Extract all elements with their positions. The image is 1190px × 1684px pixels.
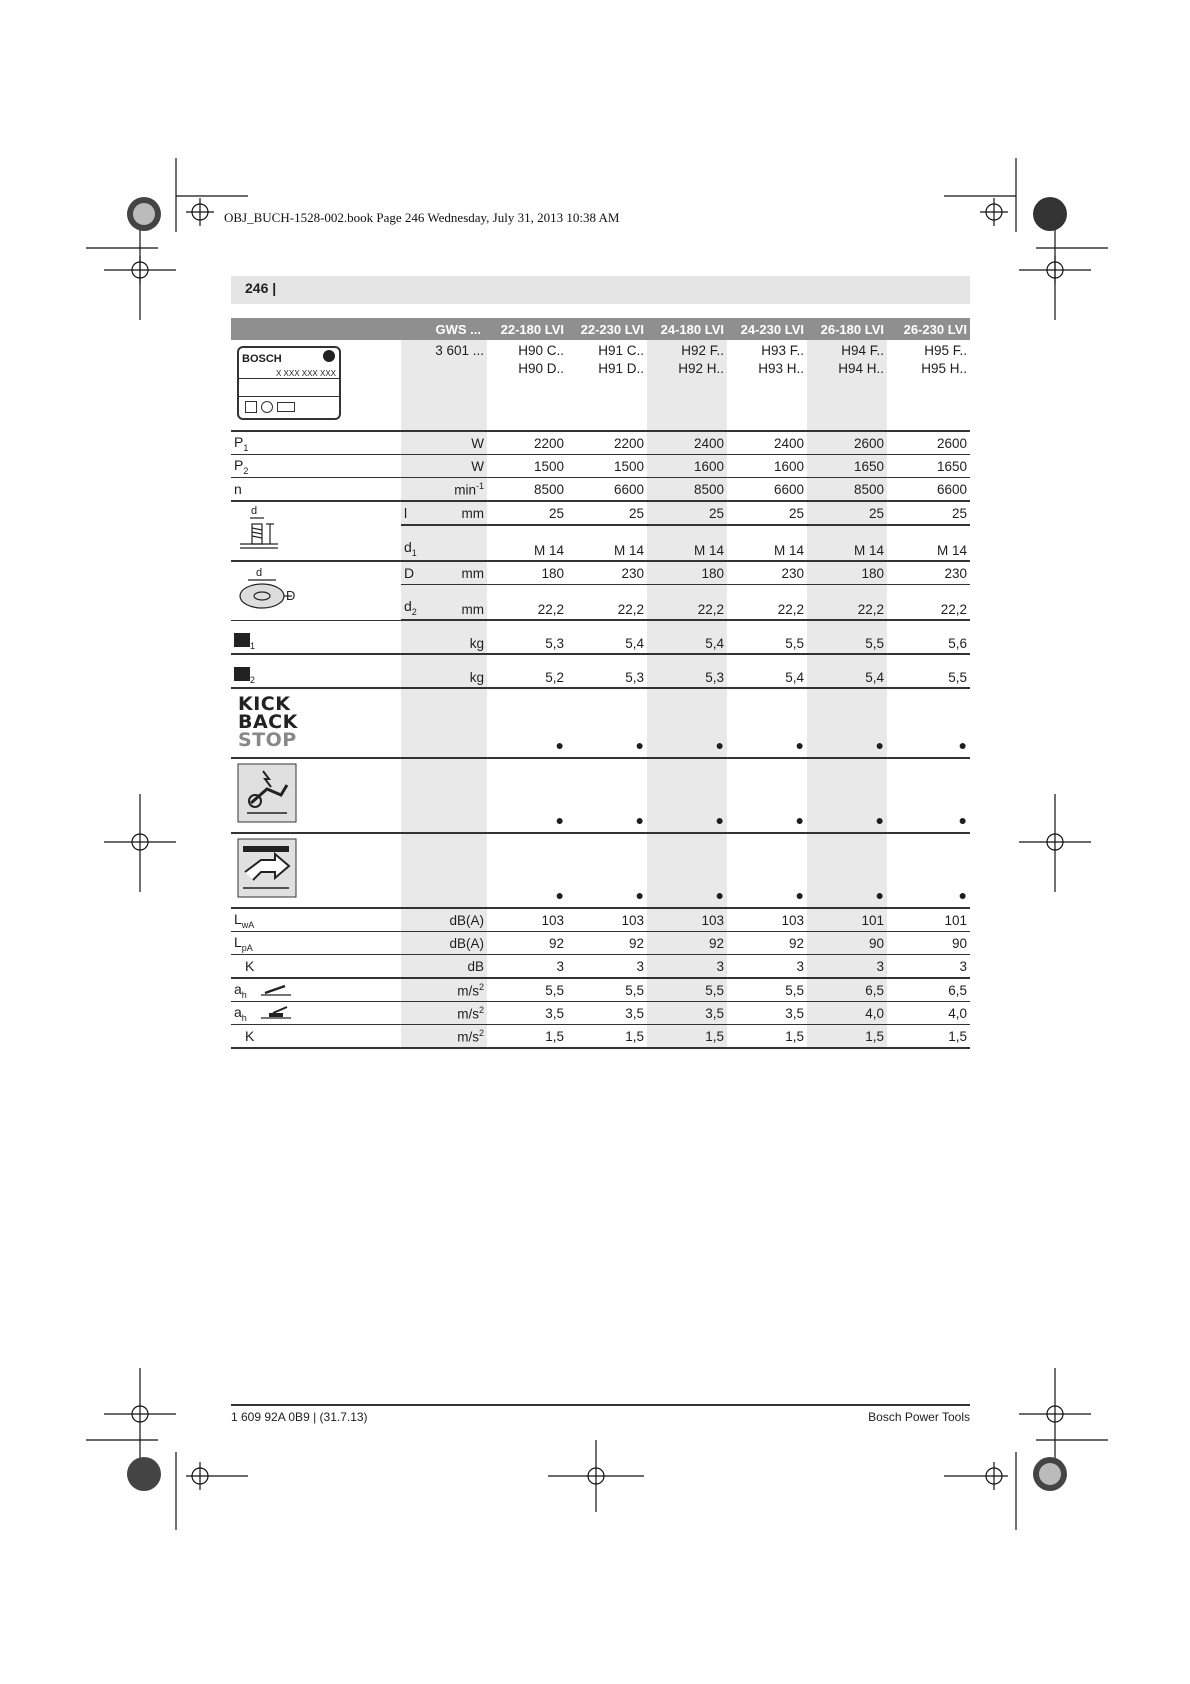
cell: 5,3 — [647, 654, 727, 688]
feature-dot: ● — [958, 737, 967, 753]
feature-dot: ● — [875, 812, 884, 828]
footer-publisher: Bosch Power Tools — [868, 1410, 970, 1424]
cell: 1,5 — [807, 1025, 887, 1049]
cell: 25 — [647, 501, 727, 525]
symbol: D — [401, 561, 431, 585]
model-header: 24-180 LVI — [647, 318, 727, 340]
cell: 1500 — [567, 455, 647, 478]
unit: dB(A) — [431, 932, 487, 955]
feature-dot: ● — [715, 887, 724, 903]
article-code: H95 H.. — [921, 361, 967, 376]
cell: 6600 — [567, 478, 647, 502]
article-code: H91 D.. — [598, 361, 644, 376]
cell: 3,5 — [567, 1002, 647, 1025]
cell: 1,5 — [887, 1025, 970, 1049]
kickback-stop-row — [231, 688, 970, 758]
nameplate-brand: BOSCH — [242, 353, 282, 365]
feature-dot: ● — [555, 812, 564, 828]
model-header: 26-230 LVI — [887, 318, 970, 340]
surface-grinding-icon — [259, 982, 293, 998]
cell: 2200 — [487, 431, 567, 455]
cell: 4,0 — [887, 1002, 970, 1025]
cell: 5,5 — [807, 620, 887, 654]
article-code: H92 F.. — [681, 343, 724, 358]
cell: 90 — [887, 932, 970, 955]
nameplate-serial: X XXX XXX XXX — [275, 369, 336, 378]
feature-dot: ● — [555, 737, 564, 753]
article-number-row — [231, 340, 970, 431]
cell: 8500 — [487, 478, 567, 502]
cell: 92 — [487, 932, 567, 955]
cell: 92 — [727, 932, 807, 955]
feature-dot: ● — [635, 737, 644, 753]
vibration-uncertainty-row — [231, 1025, 970, 1049]
restart-protection-row — [231, 758, 970, 833]
unit: W — [431, 455, 487, 478]
article-code: H94 F.. — [841, 343, 884, 358]
cell: 5,5 — [647, 978, 727, 1002]
model-header: 22-180 LVI — [487, 318, 567, 340]
cell: 5,2 — [487, 654, 567, 688]
sound-uncertainty-row — [231, 955, 970, 979]
model-header: 22-230 LVI — [567, 318, 647, 340]
feature-dot: ● — [875, 737, 884, 753]
cell: 3 — [807, 955, 887, 979]
cell: 8500 — [807, 478, 887, 502]
unit: $\min^{-1}$ — [431, 478, 487, 502]
circle-symbol-icon — [261, 401, 273, 413]
cell: 1650 — [887, 455, 970, 478]
cell: 5,4 — [727, 654, 807, 688]
cell: 180 — [647, 561, 727, 585]
svg-text:d: d — [256, 567, 263, 580]
vibration-surface-grinding-row: $a_h$ $m/s^2$ 5,5 5,5 5,5 5,5 6,5 6,5 — [231, 978, 970, 1002]
cell: 103 — [487, 908, 567, 932]
weight-2-row — [231, 654, 970, 688]
cell: 6,5 — [887, 978, 970, 1002]
unit: kg — [431, 620, 487, 654]
cell: M 14 — [727, 525, 807, 561]
feature-dot: ● — [715, 737, 724, 753]
article-code: H93 F.. — [761, 343, 804, 358]
disc-diameter-row — [231, 561, 970, 585]
cell: 230 — [567, 561, 647, 585]
cell: 25 — [887, 501, 970, 525]
article-code: H94 H.. — [838, 361, 884, 376]
symbol: l — [401, 501, 431, 525]
cell: 2600 — [887, 431, 970, 455]
feature-dot: ● — [635, 887, 644, 903]
unit: mm — [431, 585, 487, 621]
cell: 22,2 — [807, 585, 887, 621]
feature-dot: ● — [958, 887, 967, 903]
cell: 2200 — [567, 431, 647, 455]
unit: dB(A) — [431, 908, 487, 932]
cell: M 14 — [807, 525, 887, 561]
speed-row — [231, 478, 970, 502]
unit: $m/s^2$ — [431, 1025, 487, 1049]
sanding-disc-icon — [259, 1005, 293, 1021]
cell: 101 — [807, 908, 887, 932]
symbol: $d_1$ — [401, 525, 431, 561]
restart-protection-icon — [237, 763, 299, 825]
cell: 180 — [487, 561, 567, 585]
cell: 1500 — [487, 455, 567, 478]
cell: 1650 — [807, 455, 887, 478]
cell: 6600 — [887, 478, 970, 502]
rectangle-symbol-icon — [277, 402, 295, 412]
feature-dot: ● — [715, 812, 724, 828]
article-code: H93 H.. — [758, 361, 804, 376]
cell: 3,5 — [487, 1002, 567, 1025]
grinding-disc-icon — [234, 564, 298, 614]
cell: 90 — [807, 932, 887, 955]
unit: dB — [431, 955, 487, 979]
vibration-sanding-row: $a_h$ $m/s^2$ 3,5 3,5 3,5 3,5 4,0 4,0 — [231, 1002, 970, 1025]
cell: 22,2 — [647, 585, 727, 621]
cell: 8500 — [647, 478, 727, 502]
rated-power-row: $P_1$ W 2200 2200 2400 2400 2600 2600 — [231, 431, 970, 455]
print-slug: OBJ_BUCH-1528-002.book Page 246 Wednesday, July 31, 2013 10:38 AM — [224, 210, 620, 225]
cell: 1,5 — [647, 1025, 727, 1049]
unit: $m/s^2$ — [431, 978, 487, 1002]
info-icon — [323, 350, 335, 362]
weight-1-row — [231, 620, 970, 654]
cell: 3,5 — [727, 1002, 807, 1025]
soft-start-row — [231, 833, 970, 908]
article-code: H91 C.. — [598, 343, 644, 358]
spec-table — [231, 318, 970, 1049]
cell: 22,2 — [727, 585, 807, 621]
cell: 5,6 — [887, 620, 970, 654]
unit: mm — [431, 501, 487, 525]
square-symbol-icon — [245, 401, 257, 413]
header-row — [231, 318, 970, 340]
unit: kg — [431, 654, 487, 688]
cell: 25 — [487, 501, 567, 525]
feature-dot: ● — [875, 887, 884, 903]
cell: 6600 — [727, 478, 807, 502]
cell: M 14 — [487, 525, 567, 561]
cell: M 14 — [567, 525, 647, 561]
kickback-stop-logo: KICK BACK STOP — [238, 693, 298, 751]
cell: 25 — [727, 501, 807, 525]
nameplate-icon — [237, 346, 341, 420]
cell: 2400 — [727, 431, 807, 455]
feature-dot: ● — [795, 812, 804, 828]
cell: 5,5 — [727, 978, 807, 1002]
page-header-bar — [231, 276, 970, 304]
sound-pressure-row: $L_{pA}$ dB(A) 92 92 92 92 90 90 — [231, 932, 970, 955]
cell: 5,4 — [567, 620, 647, 654]
weight-icon: 1 — [231, 620, 401, 654]
article-code: H92 H.. — [678, 361, 724, 376]
cell: M 14 — [887, 525, 970, 561]
model-header: 24-230 LVI — [727, 318, 807, 340]
page-number: 246 | — [245, 280, 277, 296]
unit: mm — [431, 561, 487, 585]
cell: 230 — [887, 561, 970, 585]
cell: 1600 — [727, 455, 807, 478]
cell: 103 — [647, 908, 727, 932]
cell: 5,3 — [567, 654, 647, 688]
cell: 5,4 — [807, 654, 887, 688]
spindle-thread-icon — [234, 504, 282, 556]
article-code: H95 F.. — [924, 343, 967, 358]
cell: 3,5 — [647, 1002, 727, 1025]
cell: 1,5 — [727, 1025, 807, 1049]
footer-document-number: 1 609 92A 0B9 | (31.7.13) — [231, 1410, 368, 1424]
cell: 3 — [727, 955, 807, 979]
sound-power-row: $L_{wA}$ dB(A) 103 103 103 103 101 101 — [231, 908, 970, 932]
cell: 5,3 — [487, 620, 567, 654]
cell: 3 — [887, 955, 970, 979]
cell: 230 — [727, 561, 807, 585]
feature-dot: ● — [795, 737, 804, 753]
cell: 103 — [567, 908, 647, 932]
cell: 1,5 — [487, 1025, 567, 1049]
cell: 2400 — [647, 431, 727, 455]
cell: 92 — [567, 932, 647, 955]
svg-text:d: d — [251, 504, 258, 517]
cell: 5,5 — [887, 654, 970, 688]
cell: 103 — [727, 908, 807, 932]
cell: 4,0 — [807, 1002, 887, 1025]
svg-text:D: D — [286, 588, 296, 604]
cell: 3 — [567, 955, 647, 979]
output-power-row: $P_2$ W 1500 1500 1600 1600 1650 1650 — [231, 455, 970, 478]
cell: 5,5 — [487, 978, 567, 1002]
unit: $m/s^2$ — [431, 1002, 487, 1025]
unit: W — [431, 431, 487, 455]
article-code: H90 D.. — [518, 361, 564, 376]
cell: 22,2 — [487, 585, 567, 621]
cell: 180 — [807, 561, 887, 585]
row-label: n — [231, 478, 401, 502]
cell: 92 — [647, 932, 727, 955]
feature-dot: ● — [635, 812, 644, 828]
row-label: K — [231, 955, 401, 979]
cell: 3 — [487, 955, 567, 979]
row-label: K — [231, 1025, 401, 1049]
cell: 6,5 — [807, 978, 887, 1002]
weight-icon: 2 — [231, 654, 401, 688]
feature-dot: ● — [958, 812, 967, 828]
model-prefix: GWS ... — [431, 318, 487, 340]
cell: 1,5 — [567, 1025, 647, 1049]
model-header: 26-180 LVI — [807, 318, 887, 340]
cell: 25 — [567, 501, 647, 525]
spindle-length-row — [231, 501, 970, 525]
article-prefix: 3 601 ... — [431, 340, 487, 431]
symbol: $d_2$ — [401, 585, 431, 621]
cell: 5,5 — [727, 620, 807, 654]
article-code: H90 C.. — [518, 343, 564, 358]
soft-start-icon — [237, 838, 299, 900]
cell: M 14 — [647, 525, 727, 561]
cell: 1600 — [647, 455, 727, 478]
cell: 22,2 — [567, 585, 647, 621]
cell: 3 — [647, 955, 727, 979]
cell: 5,4 — [647, 620, 727, 654]
cell: 101 — [887, 908, 970, 932]
cell: 25 — [807, 501, 887, 525]
cell: 2600 — [807, 431, 887, 455]
footer-rule — [231, 1404, 970, 1406]
cell: 5,5 — [567, 978, 647, 1002]
feature-dot: ● — [795, 887, 804, 903]
cell: 22,2 — [887, 585, 970, 621]
feature-dot: ● — [555, 887, 564, 903]
